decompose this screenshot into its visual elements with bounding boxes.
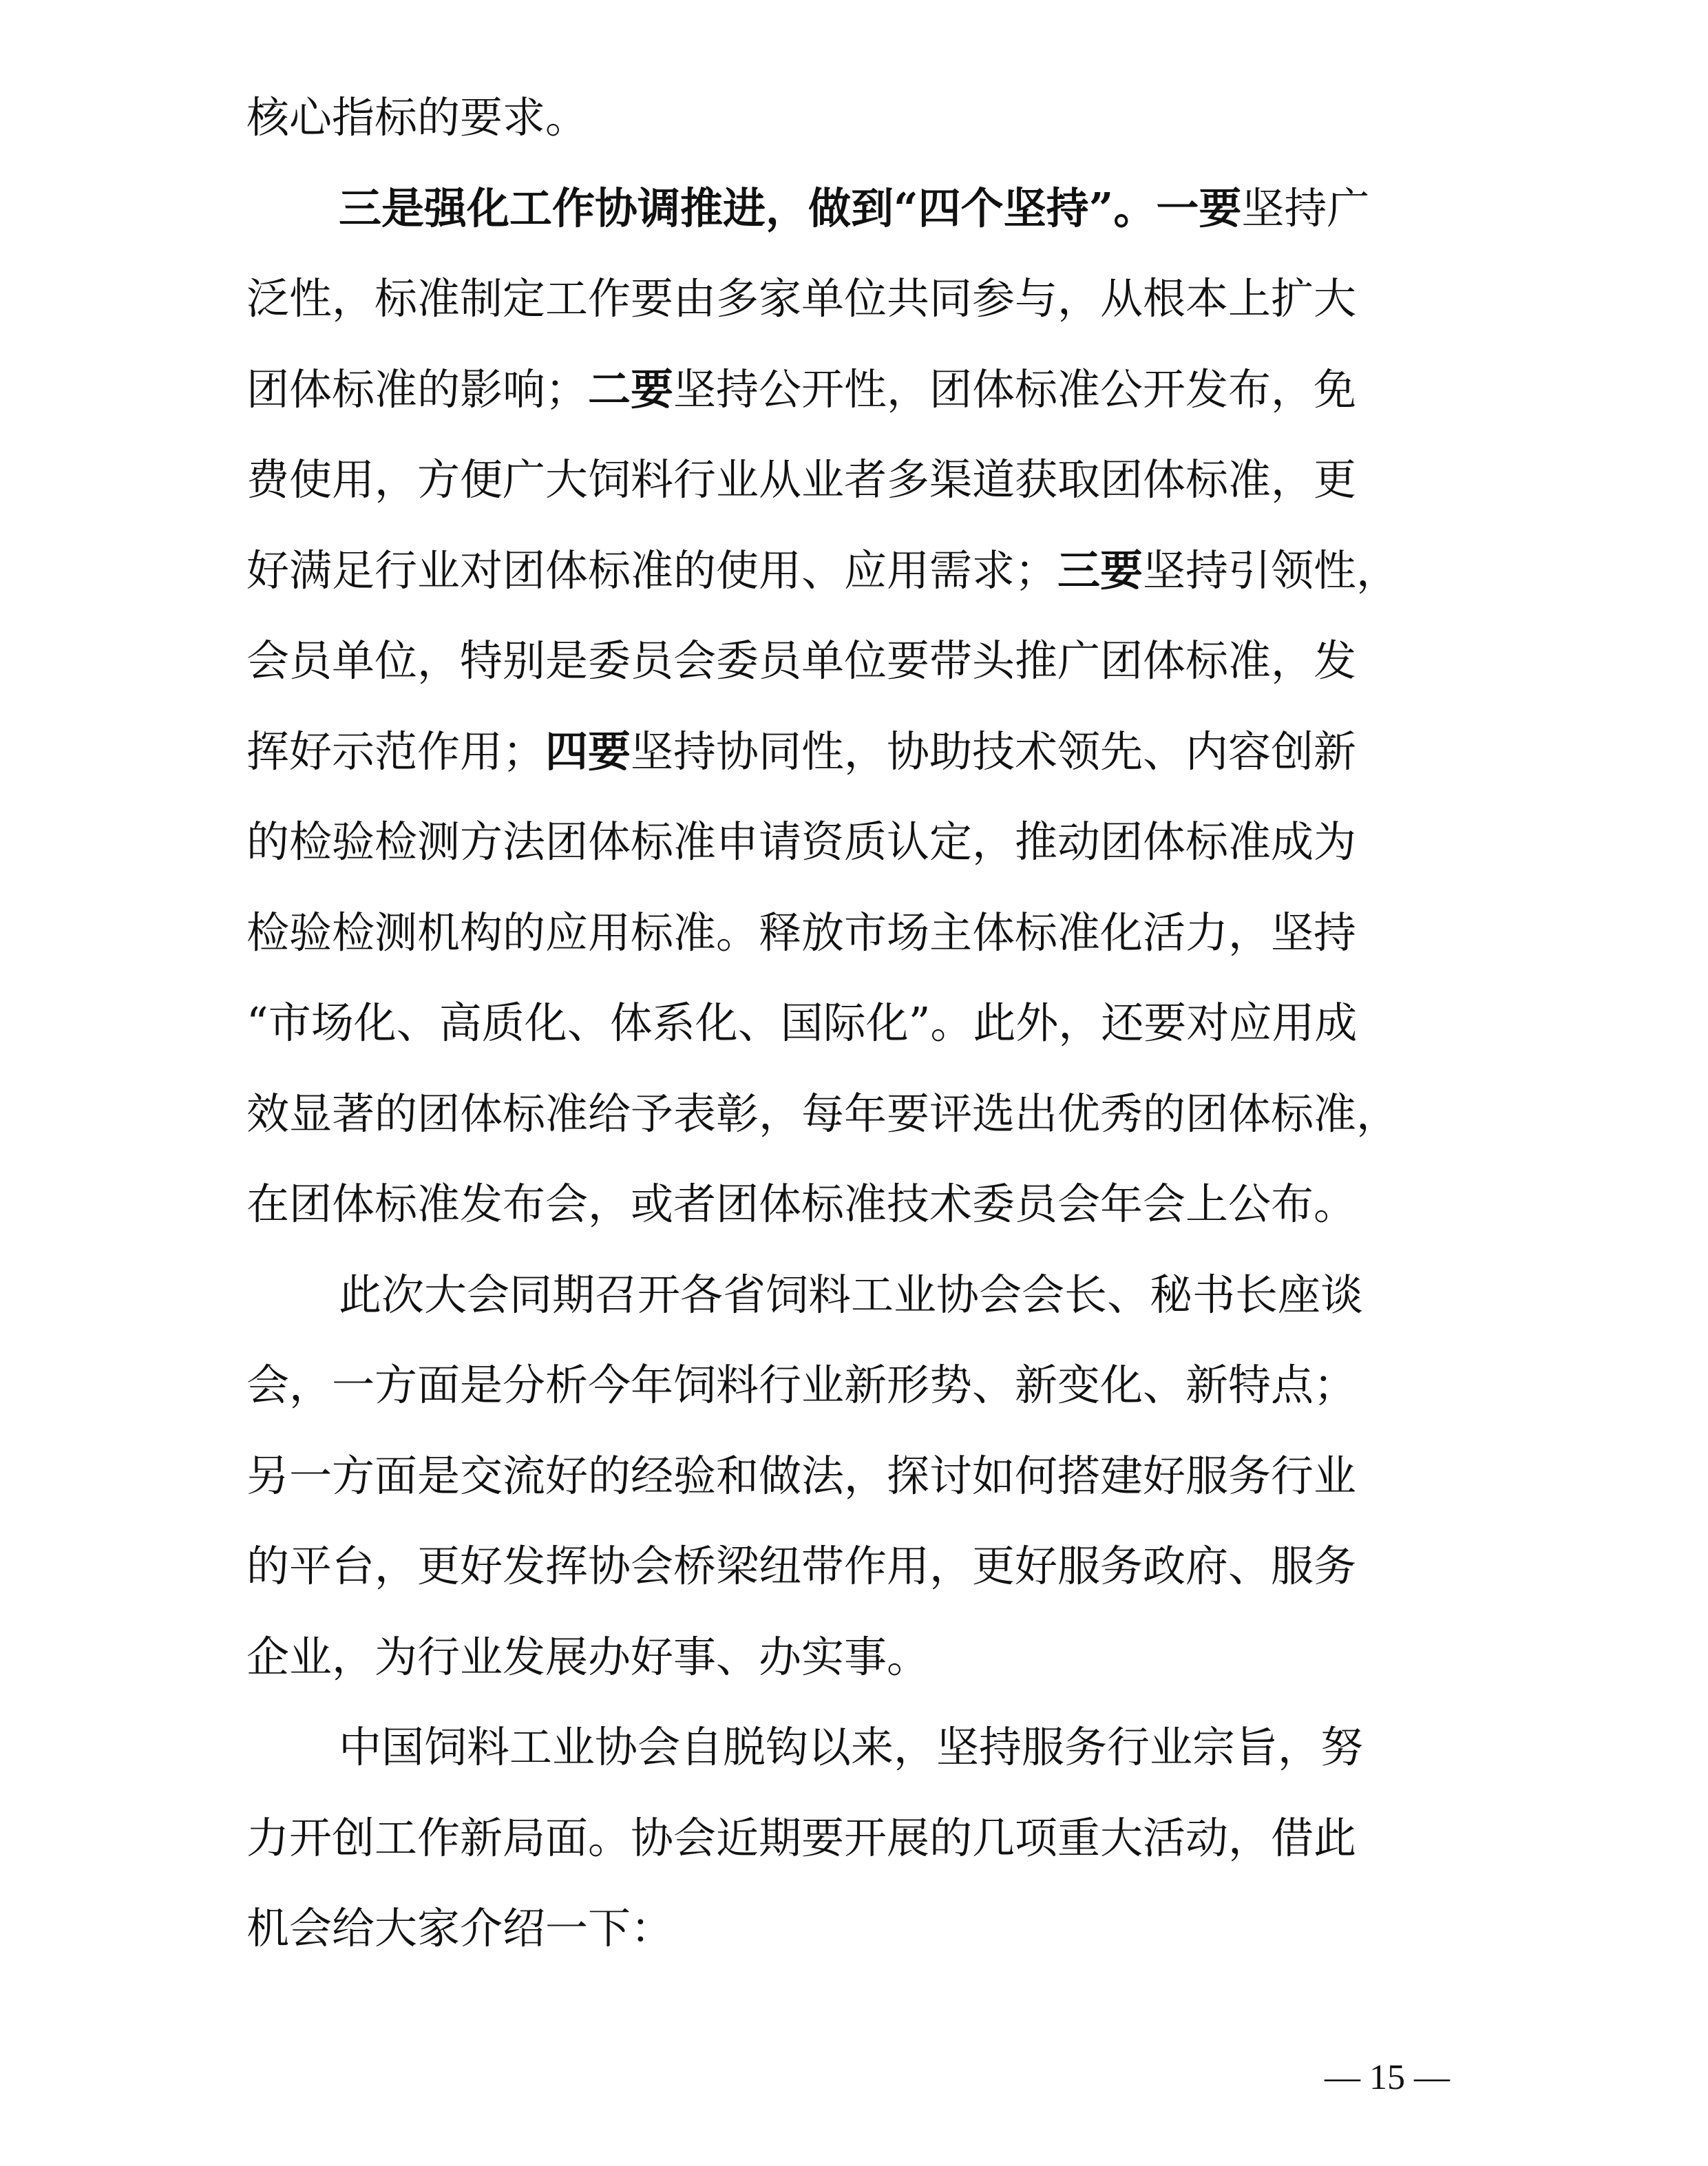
text-line: 机会给大家介绍一下：: [246, 1903, 674, 1953]
text-line: 检验检测机构的应用标准。释放市场主体标准化活力，坚持: [246, 907, 1357, 958]
text-line-with-emphasis: [246, 706, 1454, 797]
bold-keyword: 一要: [1156, 182, 1242, 233]
text-line: 企业，为行业发展办好事、办实事。: [246, 1631, 930, 1682]
text-line: 核心指标的要求。: [246, 92, 589, 143]
text-line: 另一方面是交流好的经验和做法，探讨如何搭建好服务行业: [246, 1450, 1357, 1501]
bold-keyword: 四要: [545, 726, 631, 777]
text-line: 会，一方面是分析今年饲料行业新形势、新变化、新特点；: [246, 1360, 1357, 1410]
plain-text: 好满足行业对团体标准的使用、应用需求；: [246, 545, 1058, 596]
text-line: 效显著的团体标准给予表彰，每年要评选出优秀的团体标准，: [246, 1088, 1400, 1139]
text-line: 中国饲料工业协会自脱钩以来，坚持服务行业宗旨，努: [339, 1722, 1364, 1772]
text-line: 此次大会同期召开各省饲料工业协会会长、秘书长座谈: [339, 1269, 1364, 1320]
text-line-with-emphasis: [246, 525, 1454, 616]
text-line: 在团体标准发布会，或者团体标准技术委员会年会上公布。: [246, 1179, 1357, 1229]
plain-text: 坚持引领性，: [1143, 545, 1400, 596]
text-line: 会员单位，特别是委员会委员单位要带头推广团体标准，发: [246, 635, 1357, 686]
page-number: — 15 —: [1325, 2058, 1450, 2097]
text-line: 泛性，标准制定工作要由多家单位共同参与，从根本上扩大: [246, 273, 1357, 324]
bold-keyword: 三要: [1057, 545, 1143, 596]
plain-text: 坚持公开性，团体标准公开发布，免: [673, 364, 1357, 414]
plain-text: 团体标准的影响；: [246, 364, 589, 414]
text-line: 的平台，更好发挥协会桥梁纽带作用，更好服务政府、服务: [246, 1541, 1357, 1591]
body-text: [246, 72, 1454, 1974]
text-line: 的检验检测方法团体标准申请资质认定，推动团体标准成为: [246, 817, 1357, 867]
text-line-with-emphasis: [246, 344, 1454, 435]
plain-text: 挥好示范作用；: [246, 726, 546, 777]
text-line: 力开创工作新局面。协会近期要开展的几项重大活动，借此: [246, 1812, 1357, 1863]
plain-text: 坚持协同性，协助技术领先、内容创新: [631, 726, 1357, 777]
plain-text: 坚持广: [1241, 182, 1370, 233]
bold-heading: 三是强化工作协调推进，做到“四个坚持”。: [339, 182, 1157, 233]
text-line: 费使用，方便广大饲料行业从业者多渠道获取团体标准，更: [246, 454, 1357, 505]
text-line-with-emphasis: [246, 163, 1454, 254]
text-line: “市场化、高质化、体系化、国际化”。此外，还要对应用成: [246, 998, 1358, 1048]
bold-keyword: 二要: [588, 364, 674, 414]
